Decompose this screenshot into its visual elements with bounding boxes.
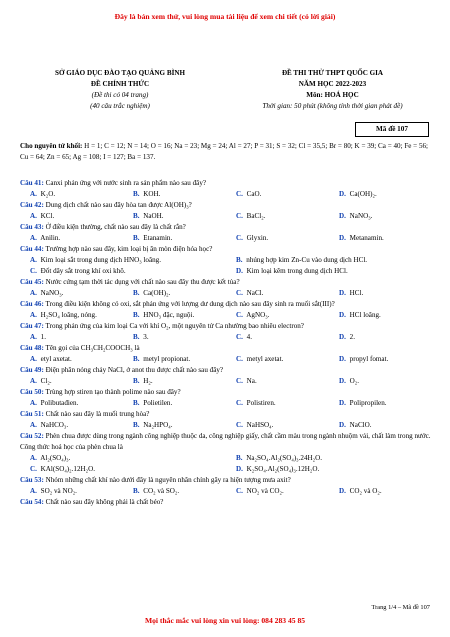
option-text: Ca(OH)₂. bbox=[141, 289, 171, 297]
answer-option bbox=[329, 288, 432, 299]
option-text: Ca(OH)₂. bbox=[347, 190, 377, 198]
option-text: metyl axetat. bbox=[244, 355, 284, 363]
option-text: nhúng hợp kim Zn-Cu vào dung dịch HCl. bbox=[244, 256, 368, 264]
question-stem bbox=[20, 200, 432, 211]
answer-options bbox=[20, 453, 432, 475]
answer-option bbox=[123, 288, 226, 299]
answer-option bbox=[20, 255, 226, 266]
option-text: H₂. bbox=[141, 377, 153, 385]
question-42 bbox=[20, 200, 432, 222]
question-text: Trùng hợp stiren tạo thành polime nào sau đây? bbox=[43, 388, 181, 396]
question-46 bbox=[20, 299, 432, 321]
answer-options bbox=[20, 233, 432, 244]
answer-option bbox=[329, 354, 432, 365]
question-41 bbox=[20, 178, 432, 200]
option-text: NaNO₃. bbox=[38, 289, 64, 297]
option-text: NO₂ và CO₂. bbox=[244, 487, 284, 495]
answer-option bbox=[226, 255, 432, 266]
question-stem bbox=[20, 277, 432, 288]
question-48 bbox=[20, 343, 432, 365]
answer-option bbox=[226, 354, 329, 365]
question-text: Nhóm những chất khí nào dưới đây là nguyên nhân chính gây ra hiện tượng mưa axit? bbox=[43, 476, 291, 484]
option-text: SO₂ và NO₂. bbox=[38, 487, 77, 495]
option-text: NaOH. bbox=[141, 212, 164, 220]
atomic-masses bbox=[20, 141, 432, 163]
option-letter: D. bbox=[339, 333, 346, 341]
answer-options bbox=[20, 420, 432, 431]
answer-options bbox=[20, 354, 432, 365]
option-text: K₂O. bbox=[38, 190, 56, 198]
question-stem bbox=[20, 365, 432, 376]
option-letter: C. bbox=[236, 234, 243, 242]
option-letter: D. bbox=[339, 377, 346, 385]
answer-option bbox=[20, 420, 123, 431]
option-text: O₂. bbox=[347, 377, 360, 385]
question-number: Câu 52: bbox=[20, 432, 44, 440]
option-text: AgNO₃. bbox=[244, 311, 270, 319]
option-text: KOH. bbox=[141, 190, 161, 198]
option-text: KCl. bbox=[38, 212, 55, 220]
option-letter: C. bbox=[236, 311, 243, 319]
option-letter: C. bbox=[236, 487, 243, 495]
option-text: Polietilen. bbox=[141, 399, 173, 407]
time-limit: Thời gian: 50 phút (không tính thời gian phát đề) bbox=[262, 102, 403, 110]
question-stem bbox=[20, 409, 432, 420]
option-text: metyl propionat. bbox=[141, 355, 191, 363]
option-text: Kim loại kẽm trong dung dịch HCl. bbox=[244, 267, 348, 275]
option-text: Metanamin. bbox=[347, 234, 384, 242]
answer-options bbox=[20, 255, 432, 277]
answer-option bbox=[226, 211, 329, 222]
option-text: BaCl₂. bbox=[244, 212, 266, 220]
option-text: NaNO₃. bbox=[347, 212, 373, 220]
question-number: Câu 53: bbox=[20, 476, 44, 484]
option-letter: B. bbox=[133, 399, 140, 407]
option-letter: D. bbox=[339, 234, 346, 242]
question-text: Canxi phản ứng với nước sinh ra sản phẩm nào sau đây? bbox=[43, 179, 207, 187]
option-letter: D. bbox=[339, 421, 346, 429]
question-text: Chất nào sau đây là muối trung hòa? bbox=[43, 410, 150, 418]
answer-option bbox=[20, 288, 123, 299]
option-text: Etanamin. bbox=[141, 234, 173, 242]
answer-option bbox=[226, 376, 329, 387]
option-letter: A. bbox=[30, 355, 37, 363]
answer-option bbox=[123, 486, 226, 497]
question-stem bbox=[20, 244, 432, 255]
option-text: NaCl. bbox=[244, 289, 264, 297]
answer-option bbox=[329, 310, 432, 321]
option-letter: C. bbox=[236, 377, 243, 385]
option-letter: A. bbox=[30, 256, 37, 264]
question-text: Trường hợp nào sau đây, kim loại bị ăn mòn điện hóa học? bbox=[43, 245, 213, 253]
answer-option bbox=[123, 233, 226, 244]
question-51 bbox=[20, 409, 432, 431]
option-letter: D. bbox=[339, 399, 346, 407]
answer-option bbox=[20, 376, 123, 387]
answer-option bbox=[329, 332, 432, 343]
question-count-note: (40 câu trắc nghiệm) bbox=[90, 102, 150, 110]
option-letter: C. bbox=[236, 421, 243, 429]
page-number: Trang 1/4 – Mã đề 107 bbox=[371, 604, 430, 611]
option-letter: B. bbox=[133, 377, 140, 385]
option-text: Na₂SO₄.Al₂(SO₄)₃.24H₂O. bbox=[244, 454, 323, 462]
option-text: CO₂ và O₂. bbox=[347, 487, 382, 495]
option-text: Đốt dây sắt trong khí oxi khô. bbox=[38, 267, 126, 275]
option-letter: C. bbox=[30, 465, 37, 473]
question-text: Chất nào sau đây không phải là chất béo? bbox=[43, 498, 164, 506]
question-text: Phèn chua được dùng trong ngành công nghiệp thuộc da, công nghiệp giấy, chất cầm màu trong ngành nhuộm vải, chất làm trong nước. Công thức hoá học của phèn chua là bbox=[20, 432, 431, 451]
question-number: Câu 45: bbox=[20, 278, 44, 286]
school-year: NĂM HỌC 2022-2023 bbox=[298, 80, 367, 88]
option-letter: B. bbox=[133, 190, 140, 198]
page-count-note: (Đề thi có 04 trang) bbox=[91, 91, 149, 99]
question-45 bbox=[20, 277, 432, 299]
option-letter: A. bbox=[30, 333, 37, 341]
question-stem bbox=[20, 222, 432, 233]
option-letter: D. bbox=[339, 311, 346, 319]
option-text: etyl axetat. bbox=[38, 355, 72, 363]
answer-option bbox=[123, 398, 226, 409]
answer-option bbox=[20, 233, 123, 244]
answer-option bbox=[226, 189, 329, 200]
question-50 bbox=[20, 387, 432, 409]
question-text: Nước cứng tạm thời tác dụng với chất nào sau đây thu được kết tủa? bbox=[43, 278, 240, 286]
answer-option bbox=[20, 354, 123, 365]
answer-options bbox=[20, 376, 432, 387]
option-letter: B. bbox=[133, 421, 140, 429]
answer-option bbox=[123, 332, 226, 343]
option-letter: B. bbox=[133, 311, 140, 319]
contact-banner: Mọi thắc mắc vui lòng xin vui lòng: 084 283 45 85 bbox=[144, 616, 306, 625]
answer-option bbox=[123, 420, 226, 431]
question-number: Câu 42: bbox=[20, 201, 44, 209]
question-stem bbox=[20, 321, 432, 332]
option-text: Polibutađien. bbox=[38, 399, 79, 407]
option-text: Polistiren. bbox=[244, 399, 276, 407]
option-text: NaHSO₄. bbox=[244, 421, 274, 429]
answer-option bbox=[226, 310, 329, 321]
option-text: HCl loãng. bbox=[347, 311, 381, 319]
answer-option bbox=[226, 233, 329, 244]
answer-option bbox=[329, 376, 432, 387]
atomic-label: Cho nguyên tử khối: bbox=[20, 142, 83, 150]
option-text: Na. bbox=[244, 377, 257, 385]
question-number: Câu 48: bbox=[20, 344, 44, 352]
answer-option bbox=[20, 211, 123, 222]
answer-option bbox=[226, 420, 329, 431]
option-letter: A. bbox=[30, 487, 37, 495]
header-right bbox=[225, 68, 440, 112]
answer-options bbox=[20, 332, 432, 343]
question-text: Tên gọi của CH₃CH₂COOCH₃ là bbox=[43, 344, 140, 352]
option-letter: C. bbox=[236, 333, 243, 341]
exam-title: ĐỀ THI THỬ THPT QUỐC GIA bbox=[281, 69, 384, 77]
option-letter: B. bbox=[133, 333, 140, 341]
answer-option bbox=[226, 398, 329, 409]
answer-option bbox=[226, 464, 432, 475]
question-number: Câu 47: bbox=[20, 322, 44, 330]
option-text: CaO. bbox=[244, 190, 262, 198]
option-letter: A. bbox=[30, 399, 37, 407]
option-text: Cl₂. bbox=[38, 377, 52, 385]
option-letter: D. bbox=[236, 267, 243, 275]
question-43 bbox=[20, 222, 432, 244]
question-stem bbox=[20, 343, 432, 354]
option-letter: D. bbox=[339, 212, 346, 220]
header-left bbox=[20, 68, 220, 112]
answer-option bbox=[20, 453, 226, 464]
option-letter: C. bbox=[236, 355, 243, 363]
answer-option bbox=[226, 288, 329, 299]
question-number: Câu 46: bbox=[20, 300, 44, 308]
answer-option bbox=[20, 464, 226, 475]
question-text: Ở điều kiện thường, chất nào sau đây là chất rắn? bbox=[43, 223, 186, 231]
question-53 bbox=[20, 475, 432, 497]
option-text: propyl fomat. bbox=[347, 355, 389, 363]
question-54 bbox=[20, 497, 432, 508]
question-number: Câu 50: bbox=[20, 388, 44, 396]
question-stem bbox=[20, 178, 432, 189]
question-stem bbox=[20, 387, 432, 398]
option-text: Anilin. bbox=[38, 234, 61, 242]
preview-banner: Đây là bản xem thử, vui lòng mua tài liệu để xem chi tiết (có lời giải) bbox=[114, 12, 336, 21]
answer-option bbox=[329, 398, 432, 409]
question-number: Câu 51: bbox=[20, 410, 44, 418]
answer-options bbox=[20, 288, 432, 299]
answer-option bbox=[329, 211, 432, 222]
option-text: KAl(SO₄)₂.12H₂O. bbox=[38, 465, 95, 473]
answer-option bbox=[329, 420, 432, 431]
answer-option bbox=[329, 233, 432, 244]
answer-option bbox=[123, 376, 226, 387]
answer-option bbox=[20, 189, 123, 200]
department-name: SỞ GIÁO DỤC ĐÀO TẠO QUẢNG BÌNH bbox=[55, 69, 185, 77]
answer-option bbox=[20, 486, 123, 497]
option-text: 1. bbox=[38, 333, 46, 341]
exam-code-box: Mã đề 107 bbox=[355, 122, 429, 137]
answer-option bbox=[20, 266, 226, 277]
option-letter: C. bbox=[236, 289, 243, 297]
option-letter: D. bbox=[339, 487, 346, 495]
answer-option bbox=[123, 211, 226, 222]
official-label: ĐỀ CHÍNH THỨC bbox=[90, 80, 150, 88]
option-letter: A. bbox=[30, 212, 37, 220]
option-letter: B. bbox=[236, 454, 243, 462]
option-letter: D. bbox=[236, 465, 243, 473]
question-text: Trong phản ứng của kim loại Ca với khí O₂, một nguyên tử Ca nhường bao nhiêu electron? bbox=[43, 322, 304, 330]
option-letter: B. bbox=[236, 256, 243, 264]
option-text: Na₂HPO₄. bbox=[141, 421, 173, 429]
option-letter: A. bbox=[30, 454, 37, 462]
question-text: Trong điều kiện không có oxi, sắt phản ứng với lượng dư dung dịch nào sau đây sinh ra muối sắt(III)? bbox=[43, 300, 335, 308]
question-stem bbox=[20, 475, 432, 486]
answer-option bbox=[123, 189, 226, 200]
question-52 bbox=[20, 431, 432, 475]
option-letter: A. bbox=[30, 377, 37, 385]
question-44 bbox=[20, 244, 432, 277]
question-number: Câu 43: bbox=[20, 223, 44, 231]
answer-option bbox=[20, 310, 123, 321]
option-letter: A. bbox=[30, 234, 37, 242]
answer-option bbox=[123, 354, 226, 365]
option-text: 3. bbox=[141, 333, 149, 341]
question-text: Dung dịch chất nào sau đây hòa tan được Al(OH)₃? bbox=[43, 201, 192, 209]
option-letter: B. bbox=[133, 289, 140, 297]
option-letter: A. bbox=[30, 190, 37, 198]
answer-option bbox=[226, 266, 432, 277]
option-text: Kim loại sắt trong dung dịch HNO₃ loãng. bbox=[38, 256, 161, 264]
option-letter: B. bbox=[133, 487, 140, 495]
option-letter: D. bbox=[339, 355, 346, 363]
atomic-values: H = 1; C = 12; N = 14; O = 16; Na = 23; Mg = 24; Al = 27; P = 31; S = 32; Cl = 35,5; Br = 80; K = 39; Ca = 40; Fe = 56; Cu = 64; Zn = 65; Ag = 108; I = 127; Ba = 137. bbox=[20, 142, 429, 161]
option-text: 2. bbox=[347, 333, 355, 341]
answer-option bbox=[20, 398, 123, 409]
option-text: K₂SO₄.Al₂(SO₄)₃.12H₂O. bbox=[244, 465, 320, 473]
answer-option bbox=[123, 310, 226, 321]
answer-options bbox=[20, 211, 432, 222]
option-letter: B. bbox=[133, 234, 140, 242]
answer-option bbox=[329, 189, 432, 200]
option-letter: D. bbox=[339, 289, 346, 297]
question-number: Câu 54: bbox=[20, 498, 44, 506]
option-text: H₂SO₄ loãng, nóng. bbox=[38, 311, 97, 319]
question-stem bbox=[20, 299, 432, 310]
question-stem bbox=[20, 497, 432, 508]
answer-options bbox=[20, 486, 432, 497]
option-text: HCl. bbox=[347, 289, 364, 297]
answer-option bbox=[20, 332, 123, 343]
question-number: Câu 41: bbox=[20, 179, 44, 187]
option-letter: A. bbox=[30, 289, 37, 297]
question-number: Câu 49: bbox=[20, 366, 44, 374]
answer-options bbox=[20, 310, 432, 321]
answer-option bbox=[226, 453, 432, 464]
option-letter: A. bbox=[30, 311, 37, 319]
option-letter: D. bbox=[339, 190, 346, 198]
option-text: Al₂(SO₄)₃. bbox=[38, 454, 71, 462]
question-47 bbox=[20, 321, 432, 343]
answer-option bbox=[226, 486, 329, 497]
question-number: Câu 44: bbox=[20, 245, 44, 253]
option-letter: C. bbox=[236, 399, 243, 407]
question-list bbox=[20, 178, 432, 508]
option-text: NaClO. bbox=[347, 421, 372, 429]
question-stem bbox=[20, 431, 432, 453]
answer-options bbox=[20, 189, 432, 200]
option-letter: C. bbox=[236, 190, 243, 198]
option-text: Polipropilen. bbox=[347, 399, 387, 407]
option-letter: B. bbox=[133, 212, 140, 220]
option-letter: C. bbox=[236, 212, 243, 220]
option-letter: C. bbox=[30, 267, 37, 275]
answer-option bbox=[226, 332, 329, 343]
question-text: Điện phân nóng chảy NaCl, ở anot thu được chất nào sau đây? bbox=[43, 366, 224, 374]
answer-options bbox=[20, 398, 432, 409]
option-text: NaHCO₃. bbox=[38, 421, 69, 429]
answer-option bbox=[329, 486, 432, 497]
option-letter: B. bbox=[133, 355, 140, 363]
option-text: HNO₃ đặc, nguội. bbox=[141, 311, 195, 319]
option-text: CO₂ và SO₂. bbox=[141, 487, 180, 495]
option-letter: A. bbox=[30, 421, 37, 429]
option-text: Glyxin. bbox=[244, 234, 269, 242]
option-text: 4. bbox=[244, 333, 252, 341]
subject: Môn: HOÁ HỌC bbox=[306, 91, 359, 99]
question-49 bbox=[20, 365, 432, 387]
